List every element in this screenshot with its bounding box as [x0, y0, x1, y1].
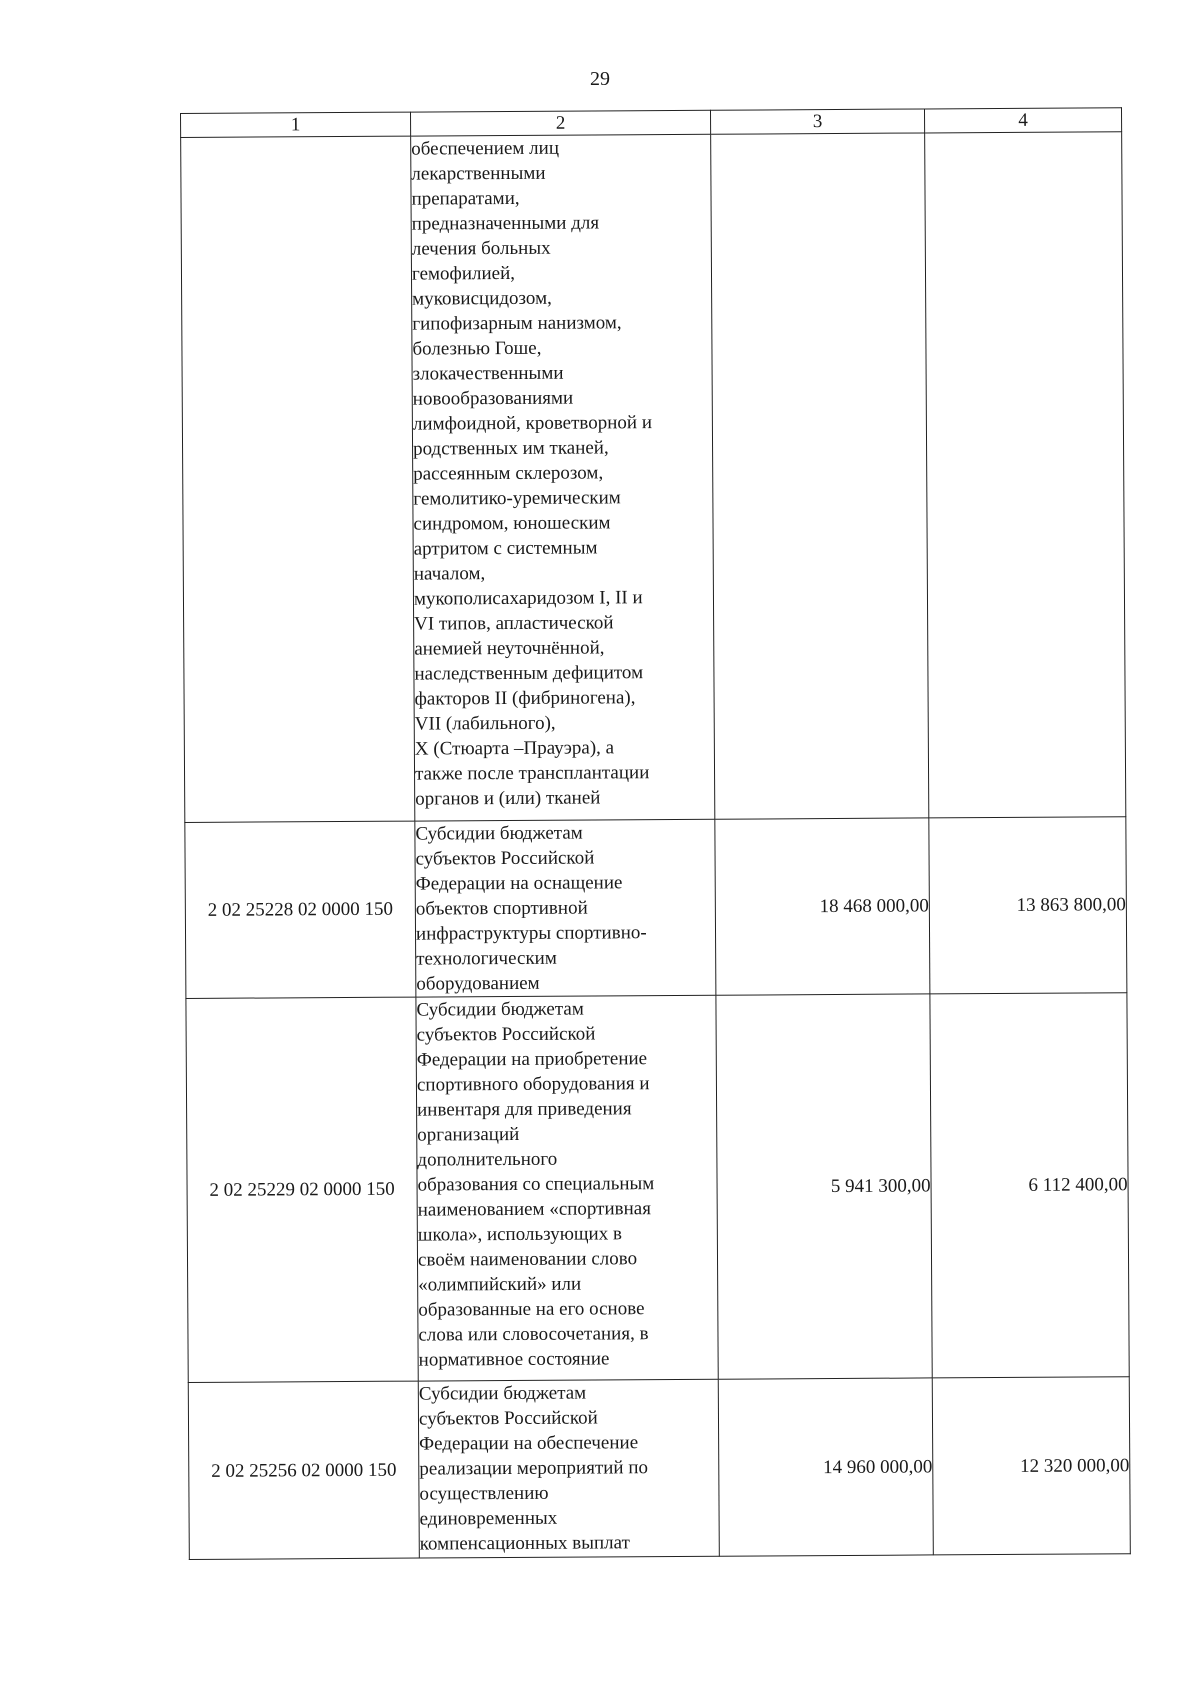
- description-line: «олимпийский» или: [418, 1273, 582, 1296]
- description-line: Федерации на обеспечение: [419, 1432, 639, 1455]
- description-line: субъектов Российской: [415, 847, 595, 870]
- description-line: субъектов Российской: [418, 1407, 598, 1430]
- description-line: предназначенными для: [411, 212, 600, 235]
- description-cell: [418, 1379, 719, 1558]
- description-line: новообразованиями: [412, 387, 574, 410]
- description-line: реализации мероприятий по: [419, 1457, 649, 1480]
- amount-2019-cell: [711, 133, 929, 819]
- header-cell-4: 4: [924, 108, 1121, 133]
- description-line: Субсидии бюджетам: [415, 822, 583, 845]
- description-line: осуществлению: [419, 1482, 549, 1505]
- description-line: инфраструктуры спортивно-: [415, 922, 647, 945]
- budget-code-cell: [181, 136, 415, 822]
- header-cell-3: 3: [710, 109, 924, 134]
- description-line: объектов спортивной: [415, 897, 588, 920]
- description-line: факторов II (фибриногена),: [414, 687, 636, 710]
- description-line: мукополисахаридозом I, II и: [413, 587, 643, 610]
- description-line: образования со специальным: [417, 1173, 655, 1196]
- description-line: гемолитико-уремическим: [413, 487, 621, 510]
- description-line: органов и (или) тканей: [415, 787, 601, 810]
- description-line: обеспечением лиц: [411, 137, 560, 160]
- description-line: оборудованием: [416, 972, 540, 995]
- description-line: лечения больных: [411, 237, 551, 260]
- description-line: анемией неуточнённой,: [414, 637, 605, 660]
- header-cell-2: 2: [410, 110, 710, 136]
- description-line: субъектов Российской: [416, 1023, 596, 1046]
- description-line: образованные на его основе: [418, 1298, 645, 1321]
- description-line: VI типов, апластической: [414, 612, 614, 635]
- description-cell: [415, 819, 716, 997]
- description-line: началом,: [413, 563, 486, 585]
- description-line: VII (лабильного),: [414, 712, 556, 735]
- amount-2020-cell: [925, 132, 1126, 818]
- description-line: рассеянным склерозом,: [413, 462, 604, 485]
- budget-code-cell: 2 02 25228 02 0000 150: [185, 821, 416, 998]
- description-line: Субсидии бюджетам: [416, 998, 584, 1021]
- table-row: [185, 817, 1127, 999]
- description-line: наименованием «спортивная: [417, 1198, 652, 1221]
- header-cell-1: 1: [181, 112, 411, 137]
- description-line: школа», использующих в: [417, 1223, 622, 1246]
- description-line: своём наименовании слово: [417, 1248, 638, 1271]
- description-line: гемофилией,: [411, 262, 516, 285]
- description-line: слова или словосочетания, в: [418, 1323, 649, 1346]
- description-line: технологическим: [416, 947, 557, 970]
- description-line: Субсидии бюджетам: [418, 1382, 587, 1405]
- budget-code-cell: 2 02 25229 02 0000 150: [186, 997, 418, 1382]
- description-line: злокачественными: [412, 362, 564, 385]
- description-line: гипофизарным нанизмом,: [412, 312, 622, 335]
- description-line: Федерации на оснащение: [415, 872, 623, 895]
- description-line: препаратами,: [411, 187, 520, 210]
- description-line: нормативное состояние: [418, 1348, 610, 1371]
- description-line: родственных им тканей,: [412, 437, 609, 460]
- amount-2020-cell: 6 112 400,00: [930, 993, 1129, 1378]
- amount-2019-cell: 14 960 000,00: [718, 1378, 933, 1556]
- description-line: синдромом, юношеским: [413, 512, 611, 535]
- description-line: лимфоидной, кроветворной и: [412, 412, 653, 435]
- table-row: [188, 1377, 1130, 1560]
- table-row: [186, 993, 1129, 1383]
- description-line: лекарственными: [411, 162, 546, 185]
- page-number: 29: [590, 68, 610, 90]
- description-cell: [416, 995, 718, 1381]
- description-cell: [411, 134, 715, 821]
- description-line: компенсационных выплат: [419, 1532, 630, 1555]
- description-line: единовременных: [419, 1507, 558, 1530]
- description-line: болезнью Гоше,: [412, 337, 542, 360]
- description-line: X (Стюарта –Прауэра), а: [414, 737, 615, 760]
- description-line: инвентаря для приведения: [417, 1098, 632, 1121]
- description-line: дополнительного: [417, 1148, 558, 1171]
- amount-2020-cell: 12 320 000,00: [932, 1377, 1130, 1555]
- table-row: [181, 132, 1126, 823]
- description-line: также после трансплантации: [414, 762, 650, 785]
- description-line: артритом с системным: [413, 537, 598, 560]
- amount-2020-cell: 13 863 800,00: [929, 817, 1127, 994]
- description-line: наследственным дефицитом: [414, 662, 644, 685]
- description-line: муковисцидозом,: [412, 287, 552, 310]
- description-line: организаций: [417, 1123, 520, 1146]
- amount-2019-cell: 5 941 300,00: [716, 994, 932, 1379]
- budget-table: [180, 107, 1131, 1560]
- budget-code-cell: 2 02 25256 02 0000 150: [188, 1381, 419, 1559]
- amount-2019-cell: 18 468 000,00: [715, 818, 930, 995]
- description-line: спортивного оборудования и: [416, 1073, 650, 1096]
- description-line: Федерации на приобретение: [416, 1048, 648, 1071]
